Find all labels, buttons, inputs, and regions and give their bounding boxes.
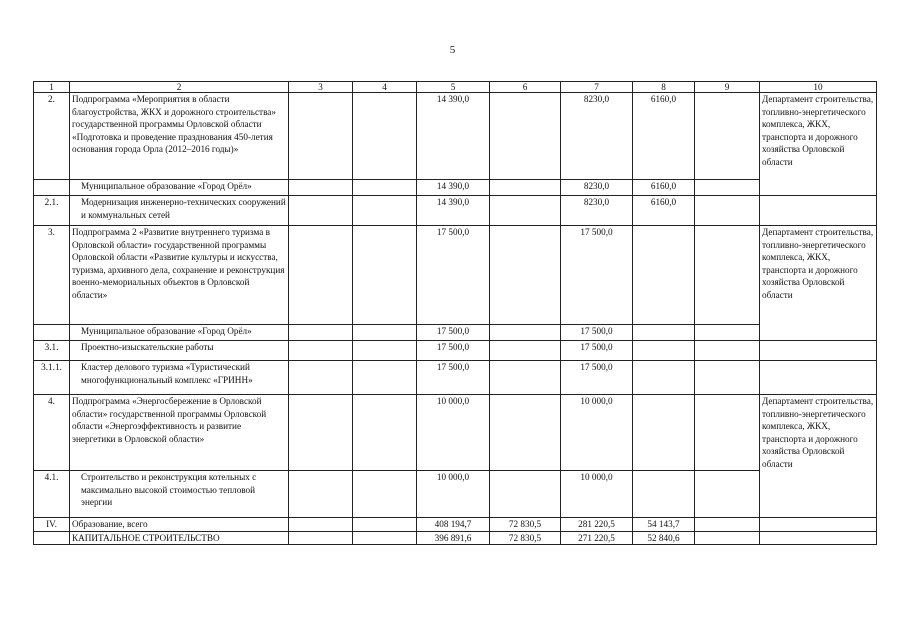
table-row: [34, 531, 877, 545]
cell-col8: [633, 226, 695, 325]
responsible-department: Департамент строительства, топливно-энергетического комплекса, ЖКХ, транспорта и дорожного хозяйства Орловской области: [760, 93, 877, 196]
responsible-department: Департамент строительства, топливно-энергетического комплекса, ЖКХ, транспорта и дорожного хозяйства Орловской области: [760, 226, 877, 341]
cell-col9: [695, 531, 760, 545]
column-number: 2: [70, 82, 289, 93]
cell-col10: [760, 531, 877, 545]
row-name: Подпрограмма «Мероприятия в области благоустройства, ЖКХ и дорожного строительства» государственной программы Орловской области «Подготовка и проведение празднования 450-летия основания города Орла (2012–2016 годы)»: [70, 93, 289, 180]
cell-col9: [695, 361, 760, 395]
row-name: Проектно-изыскательские работы: [70, 341, 289, 361]
row-name: Подпрограмма 2 «Развитие внутреннего туризма в Орловской области» государственной программы Орловской области «Развитие культуры и искусства, туризма, архивного дела, сохранение и реконструкция военно-мемориальных объектов в Орловской области»: [70, 226, 289, 325]
cell-col5: 14 390,0: [417, 196, 490, 226]
cell-col7: 17 500,0: [561, 341, 633, 361]
cell-col6: [490, 361, 561, 395]
cell-col7: 10 000,0: [561, 471, 633, 518]
cell-col3: [289, 226, 353, 325]
row-number: IV.: [34, 518, 70, 532]
row-number: 2.1.: [34, 196, 70, 226]
row-number: 2.: [34, 93, 70, 180]
column-number-row: [34, 82, 877, 93]
row-name: Модернизация инженерно-технических сооружений и коммунальных сетей: [70, 196, 289, 226]
cell-col6: [490, 395, 561, 471]
cell-col4: [353, 361, 417, 395]
cell-col10: [760, 196, 877, 226]
cell-col9: [695, 325, 760, 341]
row-name: Муниципальное образование «Город Орёл»: [70, 180, 289, 196]
cell-col7: 8230,0: [561, 196, 633, 226]
cell-col5: 14 390,0: [417, 93, 490, 180]
cell-col6: [490, 93, 561, 180]
cell-col7: 17 500,0: [561, 226, 633, 325]
cell-col3: [289, 180, 353, 196]
cell-col4: [353, 93, 417, 180]
cell-col7: 10 000,0: [561, 395, 633, 471]
row-number: 4.1.: [34, 471, 70, 518]
program-budget-table: [33, 81, 877, 545]
cell-col4: [353, 180, 417, 196]
row-number: [34, 180, 70, 196]
cell-col8: 54 143,7: [633, 518, 695, 532]
cell-col8: [633, 395, 695, 471]
cell-col6: [490, 471, 561, 518]
column-number: 9: [695, 82, 760, 93]
row-number: [34, 325, 70, 341]
cell-col7: 17 500,0: [561, 325, 633, 341]
cell-col8: 52 840,6: [633, 531, 695, 545]
cell-col4: [353, 196, 417, 226]
table-row: [34, 180, 877, 196]
cell-col3: [289, 531, 353, 545]
column-number: 8: [633, 82, 695, 93]
row-name: Строительство и реконструкция котельных с максимально высокой стоимостью тепловой энергии: [70, 471, 289, 518]
column-number: 7: [561, 82, 633, 93]
table-row: [34, 361, 877, 395]
table-row: [34, 518, 877, 532]
row-number: 3.1.1.: [34, 361, 70, 395]
cell-col8: [633, 325, 695, 341]
cell-col6: [490, 325, 561, 341]
column-number: 4: [353, 82, 417, 93]
cell-col6: 72 830,5: [490, 518, 561, 532]
row-number: 4.: [34, 395, 70, 471]
cell-col7: 17 500,0: [561, 361, 633, 395]
table-row: [34, 196, 877, 226]
column-number: 5: [417, 82, 490, 93]
cell-col9: [695, 196, 760, 226]
column-number: 3: [289, 82, 353, 93]
cell-col3: [289, 93, 353, 180]
cell-col9: [695, 93, 760, 180]
cell-col8: 6160,0: [633, 196, 695, 226]
cell-col3: [289, 325, 353, 341]
cell-col9: [695, 395, 760, 471]
row-name: КАПИТАЛЬНОЕ СТРОИТЕЛЬСТВО: [70, 531, 289, 545]
cell-col3: [289, 395, 353, 471]
cell-col5: 17 500,0: [417, 226, 490, 325]
cell-col3: [289, 361, 353, 395]
cell-col4: [353, 518, 417, 532]
row-number: [34, 531, 70, 545]
cell-col6: 72 830,5: [490, 531, 561, 545]
cell-col7: 271 220,5: [561, 531, 633, 545]
cell-col8: [633, 471, 695, 518]
cell-col8: 6160,0: [633, 180, 695, 196]
cell-col4: [353, 226, 417, 325]
table-row: [34, 395, 877, 471]
cell-col3: [289, 196, 353, 226]
cell-col8: [633, 341, 695, 361]
row-number: 3.: [34, 226, 70, 325]
cell-col9: [695, 341, 760, 361]
row-name: Кластер делового туризма «Туристический многофункциональный комплекс «ГРИНН»: [70, 361, 289, 395]
cell-col9: [695, 226, 760, 325]
cell-col4: [353, 531, 417, 545]
column-number: 6: [490, 82, 561, 93]
cell-col7: 8230,0: [561, 93, 633, 180]
cell-col6: [490, 180, 561, 196]
cell-col3: [289, 471, 353, 518]
cell-col4: [353, 395, 417, 471]
cell-col5: 17 500,0: [417, 361, 490, 395]
cell-col5: 10 000,0: [417, 395, 490, 471]
table-row: [34, 226, 877, 325]
cell-col4: [353, 341, 417, 361]
cell-col5: 10 000,0: [417, 471, 490, 518]
row-name: Муниципальное образование «Город Орёл»: [70, 325, 289, 341]
cell-col6: [490, 341, 561, 361]
cell-col4: [353, 325, 417, 341]
table-row: [34, 93, 877, 180]
cell-col5: 14 390,0: [417, 180, 490, 196]
column-number: 10: [760, 82, 877, 93]
cell-col5: 408 194,7: [417, 518, 490, 532]
cell-col9: [695, 180, 760, 196]
table-row: [34, 471, 877, 518]
cell-col9: [695, 471, 760, 518]
cell-col5: 17 500,0: [417, 325, 490, 341]
cell-col5: 17 500,0: [417, 341, 490, 361]
cell-col10: [760, 341, 877, 361]
column-number: 1: [34, 82, 70, 93]
cell-col6: [490, 196, 561, 226]
table-row: [34, 325, 877, 341]
cell-col4: [353, 471, 417, 518]
cell-col8: 6160,0: [633, 93, 695, 180]
cell-col9: [695, 518, 760, 532]
cell-col7: 8230,0: [561, 180, 633, 196]
cell-col10: [760, 361, 877, 395]
cell-col3: [289, 341, 353, 361]
cell-col10: [760, 518, 877, 532]
cell-col5: 396 891,6: [417, 531, 490, 545]
responsible-department: Департамент строительства, топливно-энергетического комплекса, ЖКХ, транспорта и дорожного хозяйства Орловской области: [760, 395, 877, 518]
cell-col7: 281 220,5: [561, 518, 633, 532]
cell-col6: [490, 226, 561, 325]
page-number: 5: [449, 44, 456, 56]
row-name: Подпрограмма «Энергосбережение в Орловской области» государственной программы Орловской области «Энергоэффективность и развитие энергетики в Орловской области»: [70, 395, 289, 471]
table-row: [34, 341, 877, 361]
cell-col8: [633, 361, 695, 395]
row-number: 3.1.: [34, 341, 70, 361]
row-name: Образование, всего: [70, 518, 289, 532]
cell-col3: [289, 518, 353, 532]
